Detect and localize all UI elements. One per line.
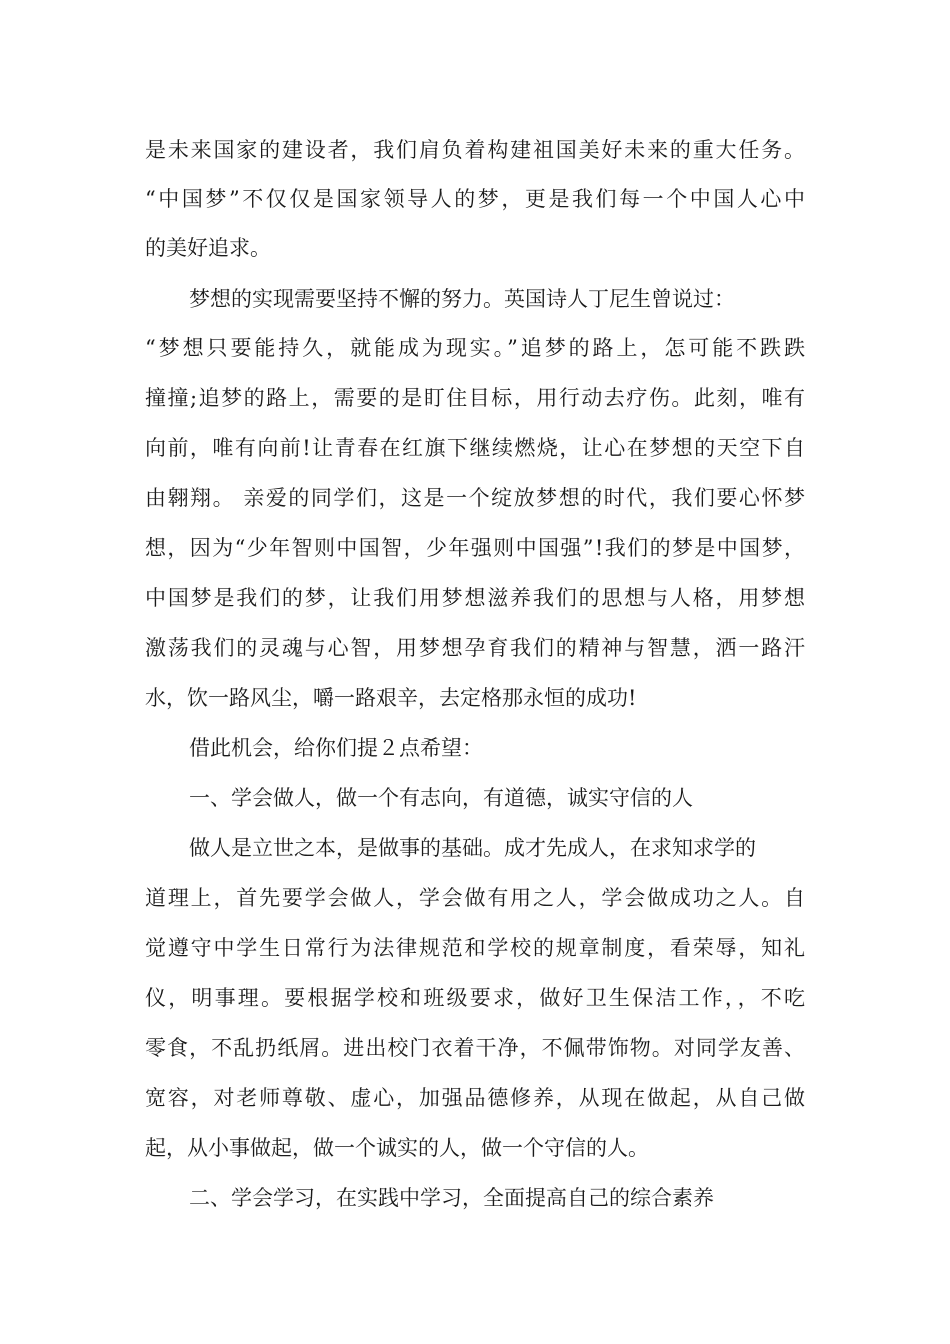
text-line: 由翱翔。 亲爱的同学们，这是一个绽放梦想的时代，我们要心怀梦 bbox=[145, 486, 807, 510]
text-line: 道理上，首先要学会做人，学会做有用之人，学会做成功之人。自 bbox=[145, 886, 807, 910]
text-line: 零食，不乱扔纸屑。进出校门衣着干净，不佩带饰物。对同学友善、 bbox=[145, 1036, 807, 1060]
text-line: 做人是立世之本，是做事的基础。成才先成人，在求知求学的 bbox=[189, 836, 756, 860]
text-line: 是未来国家的建设者，我们肩负着构建祖国美好未来的重大任务。 bbox=[145, 138, 807, 162]
text-line: “中国梦”不仅仅是国家领导人的梦，更是我们每一个中国人心中 bbox=[145, 187, 808, 211]
text-line: 激荡我们的灵魂与心智，用梦想孕育我们的精神与智慧，洒一路汗 bbox=[145, 636, 807, 660]
text-line: 起，从小事做起，做一个诚实的人，做一个守信的人。 bbox=[145, 1136, 649, 1160]
text-line: 梦想的实现需要坚持不懈的努力。英国诗人丁尼生曾说过： bbox=[189, 287, 735, 311]
text-line: 的美好追求。 bbox=[145, 236, 271, 260]
text-line: 中国梦是我们的梦，让我们用梦想滋养我们的思想与人格，用梦想 bbox=[145, 586, 807, 610]
text-line: 水，饮一路风尘，嚼一路艰辛，去定格那永恒的成功! bbox=[145, 686, 637, 710]
text-line: 向前，唯有向前!让青春在红旗下继续燃烧，让心在梦想的天空下自 bbox=[145, 436, 807, 460]
text-line: 想，因为“少年智则中国智，少年强则中国强”!我们的梦是中国梦， bbox=[145, 536, 807, 560]
text-line: 宽容，对老师尊敬、虚心，加强品德修养，从现在做起，从自己做 bbox=[145, 1086, 807, 1110]
text-line: 仪，明事理。要根据学校和班级要求，做好卫生保洁工作，，不吃 bbox=[145, 986, 808, 1010]
text-line: 觉遵守中学生日常行为法律规范和学校的规章制度，看荣辱，知礼 bbox=[145, 936, 807, 960]
section-heading: 二、学会学习，在实践中学习，全面提高自己的综合素养 bbox=[189, 1186, 714, 1210]
text-line: 借此机会，给你们提２点希望： bbox=[189, 736, 483, 760]
section-heading: 一、学会做人，做一个有志向，有道德，诚实守信的人 bbox=[189, 786, 693, 810]
text-line: “梦想只要能持久，就能成为现实。”追梦的路上，怎可能不跌跌 bbox=[145, 336, 808, 360]
text-line: 撞撞;追梦的路上，需要的是盯住目标，用行动去疗伤。此刻，唯有 bbox=[145, 386, 807, 410]
